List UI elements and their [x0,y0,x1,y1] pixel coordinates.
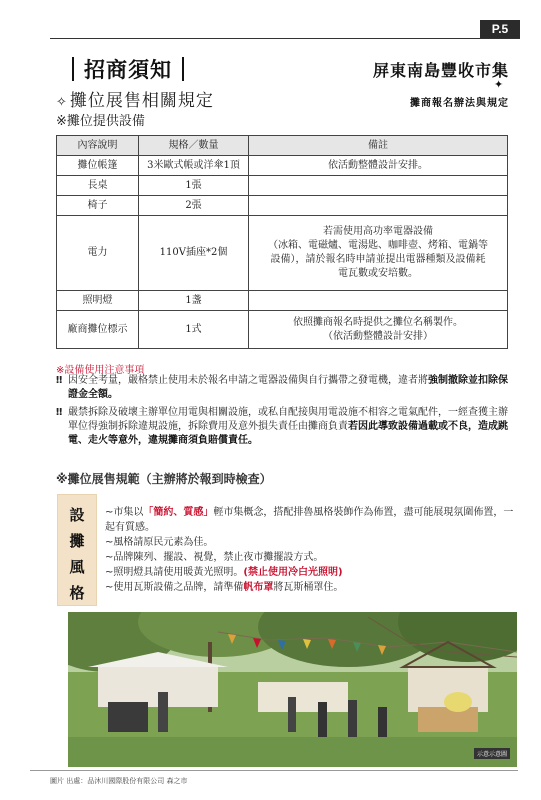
page-number-badge: P.5 [480,20,520,39]
note-line: 依照攤商報名時提供之攤位名稱製作。 [293,316,463,328]
notice-bold-text: 強制撤除並扣除保證金全額。 [68,375,508,400]
subsection-title-text: 攤位展售相關規定 [69,91,214,111]
table-row [57,311,508,349]
equipment-table [56,135,508,349]
style-label-char: 攤 [69,532,85,550]
image-credit: 圖片 出處：品沐川國際股份有限公司 森之市 [50,777,188,785]
title-bar-right [182,57,184,81]
style-label-char: 風 [69,558,85,576]
rule-item: ~品牌陳列、擺設、視覺，禁止夜市攤擺設方式。 [105,552,324,563]
market-photo-illustration [68,612,517,767]
rule-item [105,505,515,535]
rule-item [105,580,515,595]
note-line: 若需使用高功率電器設備 [323,226,433,237]
row-item: 廠商攤位標示 [57,311,139,349]
row-note [249,311,508,349]
rule-highlight: 帆布罩 [243,582,274,593]
table-row [57,291,508,311]
rule-text: ~使用瓦斯設備之品牌，請準備 [105,582,244,593]
header-item: 內容說明 [57,136,139,156]
market-name: 屏東南島豐收市集 [372,61,509,80]
row-item: 椅子 [57,196,139,216]
notice-heading: ※設備使用注意事項 [56,365,145,376]
diamond-icon: ✧ [56,95,68,110]
notice-text: 因安全考量，嚴格禁止使用未於報名申請之電器設備與自行攜帶之發電機，違者將 [68,375,428,386]
row-spec: 110V插座*2個 [139,216,249,291]
row-note [249,176,508,196]
top-divider [50,38,520,39]
style-label-char: 格 [69,584,85,602]
equipment-heading: ※攤位提供設備 [56,114,145,129]
row-note [249,216,508,291]
warning-icon: ‼ [56,407,63,418]
market-photo [68,612,517,767]
row-spec: 1盞 [139,291,249,311]
rule-warning: (禁止使用冷白光照明) [243,567,343,578]
row-item: 照明燈 [57,291,139,311]
header-spec: 規格／數量 [139,136,249,156]
row-note: 依活動整體設計安排。 [249,156,508,176]
photo-caption-tag: 示意示意圖 [474,748,510,759]
rule-text: 輕市集概念，搭配排魯風格裝飾作為佈置，盡可能展現氛圍佈置，一起有質感。 [105,507,514,533]
row-item: 長桌 [57,176,139,196]
notice-bold-text: 若因此導致設備過載或不良，造成跳電、走火等意外，違規攤商須負賠償責任。 [68,421,508,446]
display-rules-list [105,505,515,595]
note-line: （依活動整體設計安排） [323,330,433,342]
row-item: 電力 [57,216,139,291]
notice-item [56,406,511,448]
rule-item: ~風格請原民元素為佳。 [105,537,214,548]
header-note: 備註 [249,136,508,156]
bottom-divider [30,770,518,771]
note-line: 設備），請於報名時申請並提出電器種類及設備耗 [270,254,486,265]
market-subtitle: 攤商報名辦法與規定 [410,98,509,109]
row-spec: 1式 [139,311,249,349]
rule-highlight: 「簡約、質感」 [143,507,214,518]
note-line: 電瓦數或安培數。 [338,268,418,279]
note-line: （冰箱、電磁爐、電湯匙、咖啡壺、烤箱、電鍋等 [268,240,488,251]
table-row [57,176,508,196]
table-row [57,156,508,176]
row-spec: 3米歐式帳或洋傘1頂 [139,156,249,176]
row-note [249,196,508,216]
section-title [62,54,194,84]
row-item: 攤位帳篷 [57,156,139,176]
sparkle-icon: ✦ [494,78,504,91]
warning-icon: ‼ [56,375,63,386]
row-spec: 2張 [139,196,249,216]
table-row [57,196,508,216]
display-rules-heading: ※攤位展售規範（主辦將於報到時檢查） [56,472,272,486]
style-label-char: 設 [69,506,85,524]
rule-text: 將瓦斯桶罩住。 [273,582,344,593]
subsection-title [56,86,214,111]
style-label-box [57,494,97,606]
title-bar-left [72,57,74,81]
table-header-row [57,136,508,156]
notice-item [56,374,511,402]
section-title-text: 招商須知 [84,58,172,82]
rule-text: ~市集以 [105,507,144,518]
row-note [249,291,508,311]
table-row [57,216,508,291]
rule-item [105,565,515,580]
rule-text: ~照明燈具請使用暖黃光照明。 [105,567,244,578]
notice-text: 嚴禁拆除及破壞主辦單位用電與相關設施，或私自配接與用電設施不相容之電氣配件，一經查獲主辦單位得強制拆除違規設施，拆除費用及意外損失責任由攤商負責 [68,407,508,432]
row-spec: 1張 [139,176,249,196]
